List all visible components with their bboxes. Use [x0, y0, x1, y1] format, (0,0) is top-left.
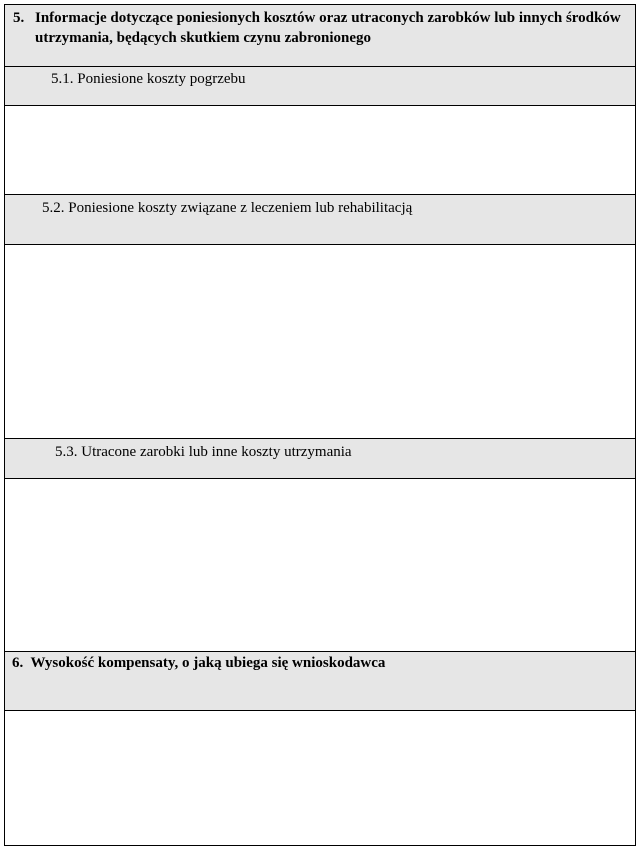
subsection-5-1-header: [5, 67, 635, 106]
section-5-title-text: Informacje dotyczące poniesionych kosztów oraz utraconych zarobków lub innych środków utrzymania, będących skutkiem czynu zabronionego: [35, 10, 621, 46]
section-6-header: [5, 652, 635, 711]
subsection-5-2-label: 5.2. Poniesione koszty związane z leczeniem lub rehabilitacją: [42, 200, 413, 216]
section-5-title: [13, 8, 627, 48]
lost-earnings-field[interactable]: [5, 479, 635, 652]
treatment-costs-field[interactable]: [5, 245, 635, 439]
form-table: [4, 4, 636, 846]
subsection-5-3-label: 5.3. Utracone zarobki lub inne koszty utrzymania: [55, 444, 352, 460]
subsection-5-1-label: 5.1. Poniesione koszty pogrzebu: [51, 71, 246, 87]
section-5-number: 5.: [13, 10, 25, 26]
subsection-5-2-header: [5, 195, 635, 245]
compensation-amount-field[interactable]: [5, 711, 635, 845]
funeral-costs-field[interactable]: [5, 106, 635, 195]
subsection-5-3-header: [5, 439, 635, 479]
section-6-title: 6. Wysokość kompensaty, o jaką ubiega się wnioskodawca: [12, 655, 386, 671]
section-5-header: [5, 5, 635, 67]
